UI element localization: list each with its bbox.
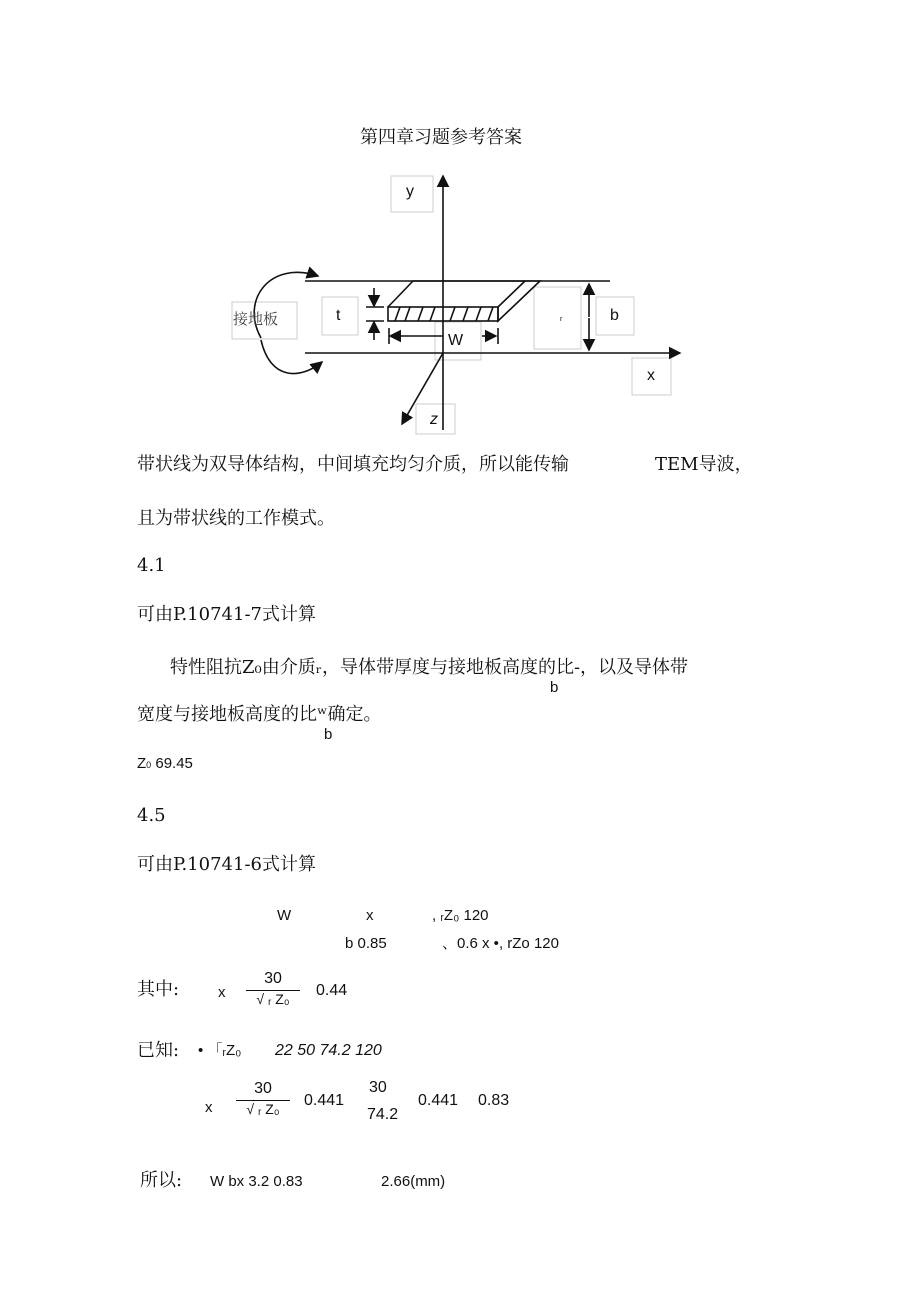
calc-den2: 74.2 <box>367 1106 399 1123</box>
known-expr: • 「ᵣZ₀ <box>198 1042 242 1059</box>
q41-para-line1: 特性阻抗Z₀由介质ᵣ，导体带厚度与接地板高度的比-，以及导体带 <box>170 657 689 678</box>
stripline-diagram <box>0 0 920 440</box>
height-label: b <box>610 307 619 324</box>
x-axis-label: x <box>647 367 655 384</box>
permittivity-label: r <box>560 316 563 323</box>
calc-denominator: √ ᵣ Z₀ <box>246 1101 280 1117</box>
q45-number: 4.5 <box>137 805 166 826</box>
intro-line1b: TEM导波， <box>655 454 753 475</box>
where-fraction <box>246 970 300 1007</box>
thickness-label: t <box>336 307 341 324</box>
intro-line1a: 带状线为双导体结构，中间填充均匀介质，所以能传输 <box>137 454 569 475</box>
where-value: 0.44 <box>316 982 348 999</box>
calc-val1: 0.441 <box>304 1092 345 1109</box>
z-subscript: 0 <box>146 760 152 770</box>
so-expr: W bx 3.2 0.83 <box>210 1173 303 1190</box>
eq2-b: b 0.85 <box>345 935 387 952</box>
z-value: 69.45 <box>155 755 193 772</box>
calc-x: x <box>205 1099 213 1116</box>
known-label: 已知: <box>137 1040 180 1061</box>
where-x: x <box>218 984 226 1001</box>
where-denominator: √ ᵣ Z₀ <box>256 991 290 1007</box>
q41-method: 可由P.10741-7式计算 <box>137 604 316 625</box>
calc-numerator: 30 <box>236 1080 290 1101</box>
eq1-w: W <box>277 907 292 924</box>
calc-num2: 30 <box>369 1079 387 1096</box>
so-label: 所以: <box>140 1170 183 1191</box>
q41-number: 4.1 <box>137 555 166 576</box>
q41-result <box>137 756 193 771</box>
page-title: 第四章习题参考答案 <box>360 127 522 148</box>
calc-val3: 0.83 <box>478 1092 510 1109</box>
ground-plane-label: 接地板 <box>233 310 279 328</box>
eq1-cond: , ᵣZ₀ 120 <box>432 907 489 924</box>
q41-para-b1: b <box>550 679 559 696</box>
q45-method: 可由P.10741-6式计算 <box>137 854 316 875</box>
eq2-cond: 、0.6 x •, rZo 120 <box>442 935 559 952</box>
z-axis-label: z <box>430 411 438 428</box>
where-numerator: 30 <box>246 970 300 991</box>
q41-para-line2: 宽度与接地板高度的比ʷ确定。 <box>137 704 382 725</box>
eq1-x: x <box>366 907 374 924</box>
z-symbol: Z <box>137 755 147 772</box>
q41-para-b2: b <box>324 726 333 743</box>
so-result: 2.66(mm) <box>381 1173 446 1190</box>
known-values: 22 50 74.2 120 <box>275 1042 382 1059</box>
where-label: 其中: <box>137 979 180 1000</box>
width-label: W <box>448 332 464 349</box>
calc-val2: 0.441 <box>418 1092 459 1109</box>
y-axis-label: y <box>406 183 414 200</box>
intro-line2: 且为带状线的工作模式。 <box>137 508 335 529</box>
calc-fraction <box>236 1080 290 1117</box>
